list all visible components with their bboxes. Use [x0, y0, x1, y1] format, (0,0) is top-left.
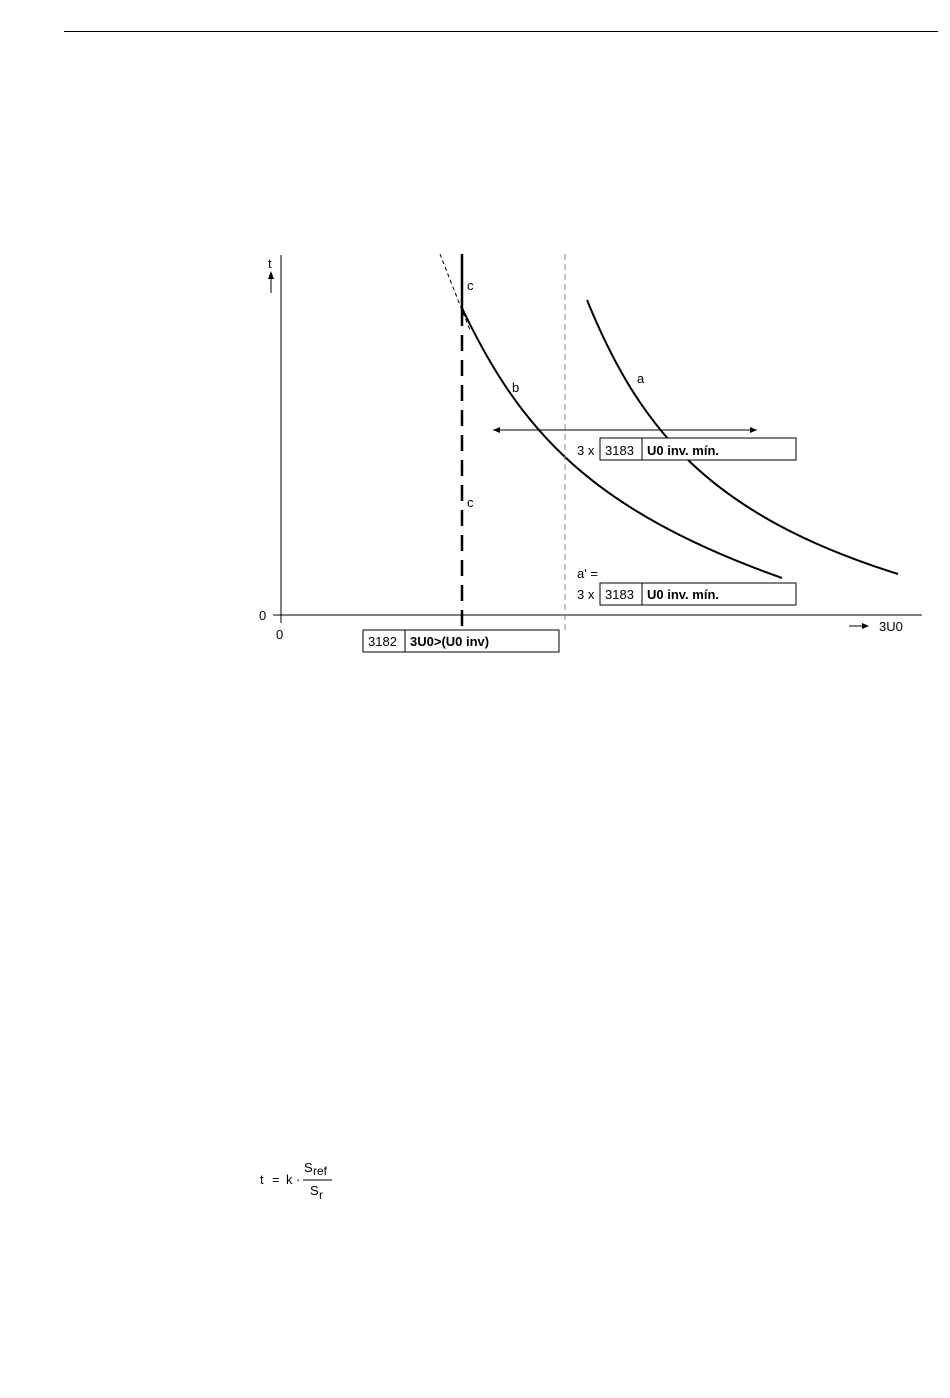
- formula-num-base: S: [304, 1160, 313, 1175]
- formula-eq: =: [272, 1172, 280, 1187]
- formula-den-base: S: [310, 1183, 319, 1198]
- curve-a: [587, 300, 898, 574]
- x-axis-label: 3U0: [879, 619, 903, 634]
- curve-b-extension: [440, 254, 470, 330]
- param-3183-lower-number: 3183: [605, 587, 634, 602]
- line-c-lower-label: c: [467, 495, 474, 510]
- param-3183-lower-name: U0 inv. mín.: [647, 587, 719, 602]
- y-axis-label: t: [268, 256, 272, 271]
- y-origin-label: 0: [259, 608, 267, 623]
- curve-a-label: a: [637, 371, 645, 386]
- curve-b-label: b: [512, 380, 520, 395]
- param-3183-upper-number: 3183: [605, 443, 634, 458]
- formula-den-sub: r: [319, 1188, 323, 1202]
- formula-num-sub: ref: [313, 1164, 328, 1178]
- param-3182-number: 3182: [368, 634, 397, 649]
- param-3183-upper-prefix: 3 x: [577, 443, 595, 458]
- time-formula: [259, 1158, 339, 1204]
- y-axis-arrowhead: [268, 271, 274, 279]
- formula-k: k: [286, 1172, 293, 1187]
- formula-lhs: t: [260, 1172, 264, 1187]
- param-3182-name: 3U0>(U0 inv): [410, 634, 490, 649]
- line-c-upper-label: c: [467, 278, 474, 293]
- x-axis-arrowhead: [862, 623, 869, 629]
- param-3183-lower-prefix: 3 x: [577, 587, 595, 602]
- param-3183-lower-line1: a' =: [577, 566, 598, 581]
- formula-dot: ·: [296, 1172, 301, 1187]
- param-3183-upper-name: U0 inv. mín.: [647, 443, 719, 458]
- x-origin-label: 0: [276, 627, 284, 642]
